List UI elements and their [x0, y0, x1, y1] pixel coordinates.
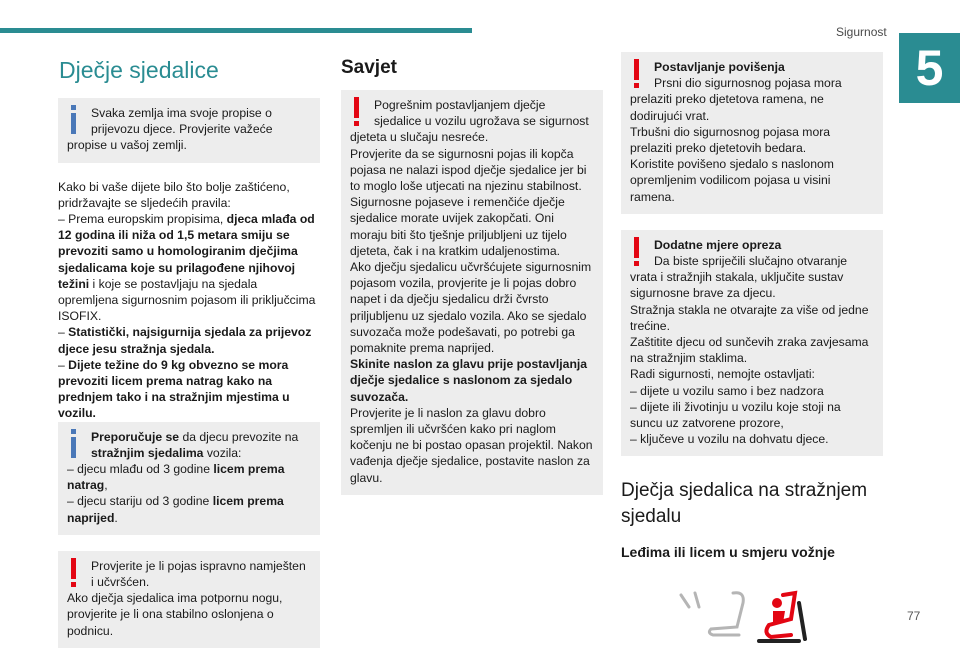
- rule-2: – Statistički, najsigurnija sjedala za prijevoz djece jesu stražnja sjedala.: [58, 325, 312, 356]
- direction-heading: Leđima ili licem u smjeru vožnje: [621, 544, 835, 561]
- rule-3: – Dijete težine do 9 kg obvezno se mora prevoziti licem prema natrag kako na prednjem tako i na stražnjim mjestima u vozilu.: [58, 357, 290, 421]
- warning-icon: [630, 237, 650, 269]
- warning-box-advice: Pogrešnim postavljanjem dječje sjedalice u vozilu ugrožava se sigurnost djeteta u slučaju nesreće. Provjerite da se sigurnosni pojas ili kopča pojasa ne nalazi ispod dječje sjedalice jer bi to moglo loše utjecati na njezinu stabilnost. Sigurnosne pojaseve i remenčiće dječje sjedalice morate uvijek zakopčati. Oni moraju biti što tješnje priljubljeni uz tijelo djeteta, čak i na kratkim udaljenostima. Ako dječju sjedalicu učvršćujete sigurnosnim pojasom vozila, provjerite je li pojas dobro napet i da dječju sjedalicu drži čvrsto priljubljenu uz sjedalo vozila. Ako se sjedalo suvozača može podešavati, po potrebi ga pomaknite prema naprijed. Skinite naslon za glavu prije postavljanja dječje sjedalice s naslonom za sjedalo suvozača. Provjerite je li naslon za glavu dobro spremljen ili učvršćen kako pri naglom kočenju ne bi postao opasan projektil. Nakon vađenja dječje sjedalice, postavite naslon za glavu.: [341, 90, 603, 495]
- info-icon: [67, 105, 87, 137]
- advice-title: Savjet: [341, 57, 397, 78]
- rear-seat-heading: Dječja sjedalica na stražnjem sjedalu: [621, 480, 868, 528]
- warning-box: Provjerite je li pojas ispravno namješten i učvršćen. Ako dječja sjedalica ima potpornu nogu, provjerite je li ona stabilno oslonjena o podnicu.: [58, 551, 320, 648]
- child-seat-icon: [759, 593, 805, 641]
- section-name: Sigurnost: [836, 25, 887, 39]
- column-1: [58, 52, 320, 664]
- warning-icon: [350, 97, 370, 129]
- warning-icon: [630, 59, 650, 91]
- column-2: [341, 52, 603, 511]
- info-text: Svaka zemlja ima svoje propise o prijevozu djece. Provjerite važeće propise u vašoj zemlji.: [67, 106, 273, 153]
- intro-text: Kako bi vaše dijete bilo što bolje zaštićeno, pridržavajte se sljedećih pravila:: [58, 179, 290, 210]
- warning-icon: [67, 558, 87, 590]
- warning-box-booster: Postavljanje povišenja Prsni dio sigurnosnog pojasa mora prelaziti preko djetetova ramena, ne dodirujući vrat. Trbušni dio sigurnosnog pojasa mora prelaziti preko djetetovih bedara. Koristite povišeno sjedalo s naslonom opremljenim vodilicom pojasa u visini ramena.: [621, 52, 883, 214]
- column-3: [621, 52, 883, 649]
- page-title: Dječje sjedalice: [59, 57, 219, 83]
- header-accent-bar: [0, 28, 472, 33]
- rule-1: – Prema europskim propisima, djeca mlađa od 12 godina ili niža od 1,5 metara smiju se prevoziti samo u homologiranim dječjima sjedalicama koje su prilagođene njihovoj težini i koje se postavljaju na sjedala opremljena sigurnosnim pojasom ili priključcima ISOFIX.: [58, 212, 316, 324]
- info-box-recommend: Preporučuje se da djecu prevozite na stražnjim sjedalima vozila: – djecu mlađu od 3 godine licem prema natrag, – djecu stariju od 3 godine licem prema naprijed.: [58, 422, 320, 535]
- info-box: [58, 98, 320, 163]
- chapter-tab: 5: [899, 33, 960, 103]
- page-number: 77: [907, 609, 921, 623]
- warning-box-precautions: Dodatne mjere opreza Da biste spriječili slučajno otvaranje vrata i stražnjih stakala, uključite sustav sigurnosne brave za djecu. Stražnja stakla ne otvarajte za više od jedne trećine. Zaštitite djecu od sunčevih zraka zavjesama na stražnjim staklima. Radi sigurnosti, nemojte ostavljati: – dijete u vozilu samo i bez nadzora – dijete ili životinju u vozilu koje stoji na suncu uz zatvorene prozore, – ključeve u vozilu na dohvatu djece.: [621, 230, 883, 457]
- info-icon: [67, 429, 87, 461]
